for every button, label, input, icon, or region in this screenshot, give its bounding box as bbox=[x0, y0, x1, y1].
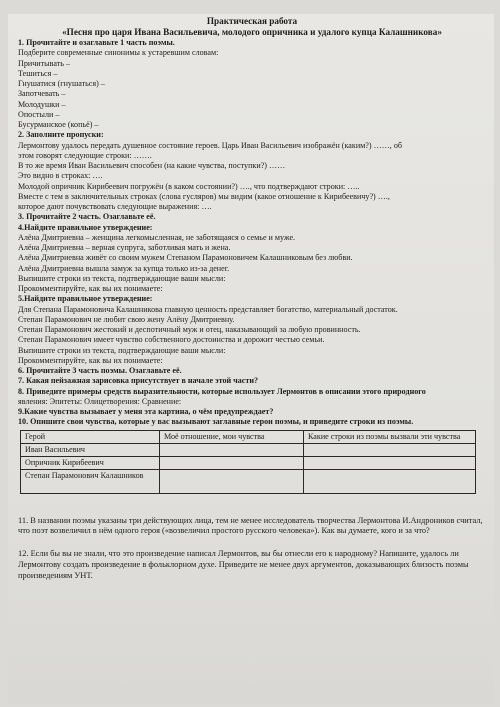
table-cell-quotes[interactable] bbox=[304, 443, 476, 456]
table-row bbox=[21, 443, 476, 456]
task-line: этом говорят следующие строки: ……. bbox=[18, 150, 152, 160]
task-heading: 2. Заполните пропуски: bbox=[18, 130, 104, 140]
table-cell-hero: Опричник Кирибеевич bbox=[21, 456, 160, 469]
table-header-row bbox=[21, 430, 476, 443]
page-subtitle: «Песня про царя Ивана Васильевича, молодого опричника и удалого купца Калашникова» bbox=[62, 27, 442, 37]
task-line: Это видно в строках: …. bbox=[18, 171, 103, 181]
task-line: Алёна Дмитриевна – верная супруга, заботливая мать и жена. bbox=[18, 243, 231, 252]
task-heading: 3. Прочитайте 2 часть. Озаглавьте её. bbox=[18, 212, 156, 222]
worksheet-page bbox=[8, 14, 494, 704]
task-line: Тешиться – bbox=[18, 68, 58, 78]
task-line: Прокомментируйте, как вы их понимаете: bbox=[18, 284, 163, 293]
task-line: Алёна Дмитриевна живёт со своим мужем Степаном Парамоновичем Калашниковым без любви. bbox=[18, 253, 353, 263]
table-cell-quotes[interactable] bbox=[304, 456, 476, 469]
task-line: Выпишите строки из текста, подтверждающие ваши мысли: bbox=[18, 345, 226, 355]
task-line: Причитывать – bbox=[18, 58, 70, 68]
task-line: Алёна Дмитриевна – женщина легкомысленная, не заботящаяся о семье и муже. bbox=[18, 232, 296, 242]
table-header-cell: Герой bbox=[21, 430, 160, 443]
table-cell-feelings[interactable] bbox=[160, 469, 304, 493]
task-heading: 7. Какая пейзажная зарисовка присутствует в начале этой части? bbox=[18, 376, 259, 386]
task-heading: 5.Найдите правильное утверждение: bbox=[18, 294, 153, 304]
task-line: Молодой опричник Кирибеевич погружён (в каком состоянии?) …., что подтверждают строки: ….. bbox=[18, 181, 360, 191]
task-line: Степан Парамонович не любит свою жену Алёну Дмитриевну. bbox=[18, 314, 235, 324]
task-line: Гнушатися (гнушаться) – bbox=[18, 79, 105, 88]
task-line: Запотчевать – bbox=[18, 89, 66, 99]
task-heading: 1. Прочитайте и озаглавьте 1 часть поэмы. bbox=[18, 38, 175, 47]
task-lines bbox=[18, 38, 486, 428]
table-header-cell: Какие строки из поэмы вызвали эти чувства bbox=[304, 430, 476, 443]
task-line: Бусурманское (копьё) – bbox=[18, 120, 99, 129]
table-cell-feelings[interactable] bbox=[160, 456, 304, 469]
table-cell-feelings[interactable] bbox=[160, 443, 304, 456]
table-cell-hero: Степан Парамонович Калашников bbox=[21, 469, 160, 493]
table-cell-hero: Иван Васильевич bbox=[21, 443, 160, 456]
task-line: которое дают почувствовать следующие выражения: …. bbox=[18, 202, 212, 211]
task-heading: 4.Найдите правильное утверждение: bbox=[18, 222, 153, 232]
task-line: Для Степана Парамоновича Калашникова главную ценность представляет богатство, материальный достаток. bbox=[18, 304, 398, 314]
task-line: Опостыли – bbox=[18, 109, 60, 119]
task-line: Вместе с тем в заключительных строках (слова гусляров) мы видим (какое отношение к Кирибеевичу?) …., bbox=[18, 191, 390, 201]
task-heading: 8. Приведите примеры средств выразительности, которые использует Лермонтов в описании этого природного bbox=[18, 386, 426, 396]
table-row bbox=[21, 456, 476, 469]
task-line: Лермонтову удалось передать душевное состояние героев. Царь Иван Васильевич изображён (каким?) ……, об bbox=[18, 140, 402, 150]
table-cell-quotes[interactable] bbox=[304, 469, 476, 493]
task-line: Степан Парамонович имеет чувство собственного достоинства и дорожит честью семьи. bbox=[18, 335, 325, 345]
task-heading: 9.Какие чувства вызывает у меня эта картина, о чём предупреждает? bbox=[18, 407, 274, 416]
task-line: В то же время Иван Васильевич способен (на какие чувства, поступки?) …… bbox=[18, 161, 286, 170]
task-line: Степан Парамонович жестокий и деспотичный муж и отец, наказывающий за любую провинность. bbox=[18, 325, 361, 334]
question-11: 11. В названии поэмы указаны три действующих лица, тем не менее исследователь творчества Лермонтова И.Андроников считал, что поэт возвеличил в нём одного героя («возвеличил простого русского человека»). Как вы думаете, кого и за что? bbox=[18, 515, 483, 536]
task-line: Прокомментируйте, как вы их понимаете: bbox=[18, 355, 163, 365]
task-line: Молодушки – bbox=[18, 99, 66, 109]
heroes-table bbox=[20, 430, 476, 494]
table-header-cell: Моё отношение, мои чувства bbox=[160, 430, 304, 443]
task-line: Выпишите строки из текста, подтверждающие ваши мысли: bbox=[18, 273, 226, 283]
table-row bbox=[21, 469, 476, 493]
task-heading: 10. Опишите свои чувства, которые у вас вызывают заглавные герои поэмы, и приведите строки из поэмы. bbox=[18, 417, 414, 427]
task-line: Алёна Дмитриевна вышла замуж за купца только из-за денег. bbox=[18, 263, 230, 273]
task-line: явления: Эпитеты: Олицетворения: Сравнение: bbox=[18, 396, 182, 406]
question-12: 12. Если бы вы не знали, что это произведение написал Лермонтов, вы бы отнесли его к народному? Напишите, удалось ли Лермонтову создать произведение в фольклорном духе. Приведите не менее двух аргументов, доказывающих близость поэмы произведениям УНТ. bbox=[18, 549, 469, 580]
task-line: Подберите современные синонимы к устаревшим словам: bbox=[18, 48, 219, 58]
page-title: Практическая работа bbox=[206, 16, 298, 26]
task-heading: 6. Прочитайте 3 часть поэмы. Озаглавьте её. bbox=[18, 366, 182, 375]
